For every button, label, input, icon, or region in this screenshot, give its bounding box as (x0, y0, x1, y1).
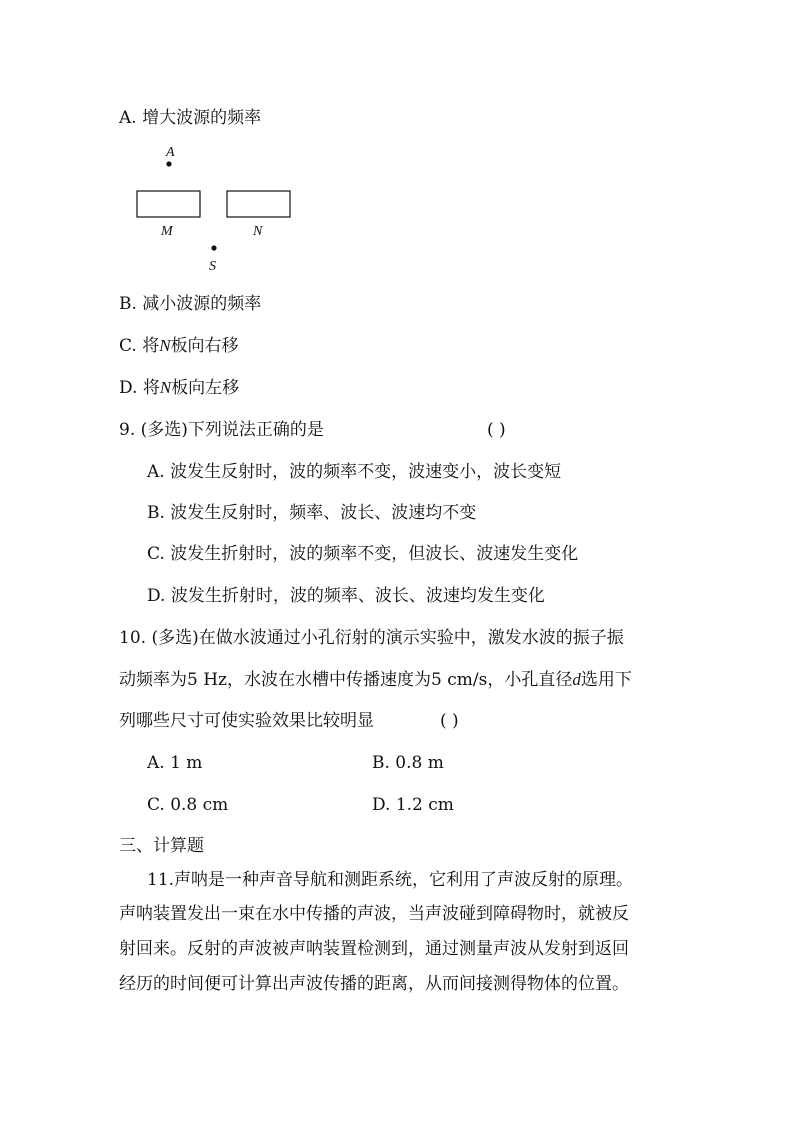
q10-line-2 (119, 668, 632, 692)
point-a-dot (166, 161, 171, 166)
q10-line-1: 10. (多选)在做水波通过小孔衍射的演示实验中，激发水波的振子振 (119, 628, 624, 648)
q8-option-c-suffix: 板向右移 (170, 336, 239, 356)
q10-option-b: B. 0.8 m (372, 753, 444, 773)
q8-option-d-prefix: D. 将 (119, 378, 160, 398)
q9-stem: 9. (多选)下列说法正确的是 (119, 420, 324, 440)
q8-option-c-prefix: C. 将 (119, 336, 160, 356)
q10-answer-paren: ( ) (440, 711, 459, 731)
q11-line-4: 经历的时间便可计算出声波传播的距离，从而间接测得物体的位置。 (119, 974, 629, 994)
q10-line-2-text: 动频率为5 Hz，水波在水槽中传播速度为5 cm/s，小孔直径 (119, 670, 573, 690)
figure-label-a: A (166, 145, 175, 160)
figure-label-m: M (161, 224, 173, 239)
source-s-dot (211, 245, 216, 250)
plate-n (227, 191, 290, 217)
q8-figure (128, 140, 308, 275)
q9-option-b: B. 波发生反射时，频率、波长、波速均不变 (147, 503, 477, 523)
q9-option-d: D. 波发生折射时，波的频率、波长、波速均发生变化 (147, 586, 545, 606)
q10-option-d: D. 1.2 cm (372, 795, 454, 815)
plate-m (137, 191, 200, 217)
section-heading: 三、计算题 (119, 836, 204, 856)
q8-option-b: B. 减小波源的频率 (119, 294, 262, 314)
q10-line-2-var: d (572, 670, 581, 689)
q9-option-a: A. 波发生反射时，波的频率不变，波速变小，波长变短 (147, 462, 562, 482)
figure-label-n: N (253, 224, 263, 239)
q11-line-3: 射回来。反射的声波被声呐装置检测到，通过测量声波从发射到返回 (119, 939, 629, 959)
q8-option-d-suffix: 板向左移 (171, 378, 240, 398)
q10-option-a: A. 1 m (147, 753, 203, 773)
q8-option-d-var: N (159, 378, 172, 397)
q10-line-3: 列哪些尺寸可使实验效果比较明显 (119, 711, 374, 731)
q9-option-c: C. 波发生折射时，波的频率不变，但波长、波速发生变化 (147, 544, 579, 564)
figure-label-s: S (209, 259, 216, 274)
q11-line-1: 11.声呐是一种声音导航和测距系统，它利用了声波反射的原理。 (147, 870, 634, 890)
q9-answer-paren: ( ) (487, 420, 506, 440)
q11-line-2: 声呐装置发出一束在水中传播的声波，当声波碰到障碍物时，就被反 (119, 904, 629, 924)
q8-option-c (119, 334, 239, 358)
q8-option-c-var: N (159, 336, 171, 355)
q10-option-c: C. 0.8 cm (147, 795, 229, 815)
q8-option-a: A. 增大波源的频率 (119, 108, 262, 128)
q8-option-d (119, 376, 239, 400)
q10-line-2-suffix: 选用下 (580, 670, 632, 690)
